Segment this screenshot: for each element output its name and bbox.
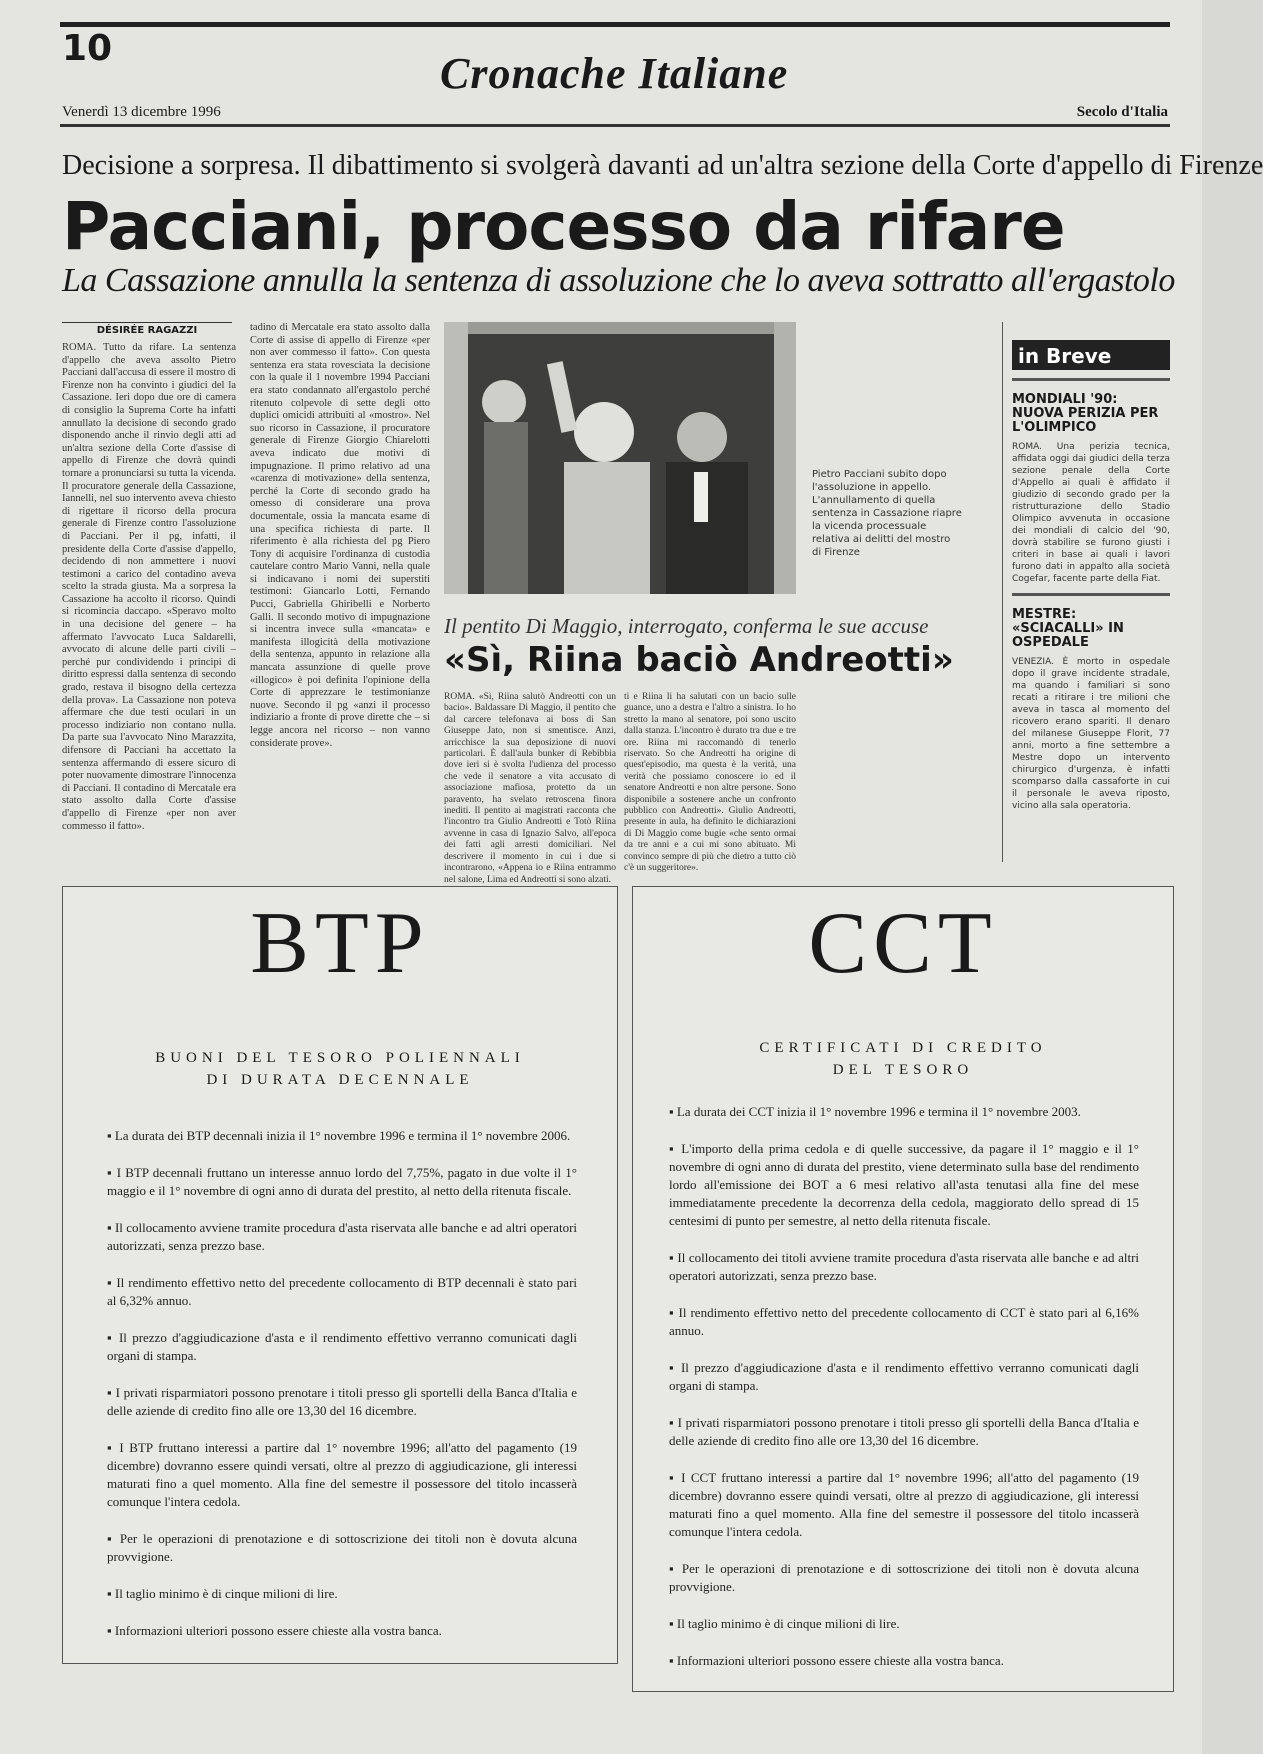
article2-headline: «Sì, Riina baciò Andreotti» (444, 640, 954, 680)
cct-subtitle-2: DEL TESORO (832, 1062, 974, 1078)
section-masthead: Cronache Italiane (440, 49, 789, 98)
photo-illustration (444, 322, 796, 594)
article2-text-1: ROMA. «Sì, Riina salutò Andreotti con un bacio». Baldassare Di Maggio, il pentito che dal carcere telefonava ai boss di San Giuseppe Jato, non si smentisce. Anzi, arricchisce la sua deposizione di nuovi particolari. È dall'aula bunker di Rebibbia dove ieri si è svolta l'udienza del processo che vede il senatore a vita accusato di associazione mafiosa, protetto da un paravento, ha svelato retroscena finora inediti. Il pentito ai magistrati racconta che l'incontro tra Giulio Andreotti e Totò Riina avvenne in casa di Ignazio Salvo, all'epoca dei fatti agli arresti domiciliari. Nel descrivere il momento in cui i due si incontrarono, «Appena io e Riina entrammo nel salone, Lima ed Andreotti si sono alzati. (444, 692, 616, 885)
brief-1-headline: MONDIALI '90: NUOVA PERIZIA PER L'OLIMPICO (1012, 392, 1159, 435)
cct-term: ▪ Il rendimento effettivo netto del precedente collocamento di CCT è stato pari al 6,16% annuo. (669, 1304, 1139, 1340)
article-kicker: Decisione a sorpresa. Il dibattimento si svolgerà davanti ad un'altra sezione della Corte d'appello di Firenze (62, 150, 1263, 181)
cct-term: ▪ Informazioni ulteriori possono essere chieste alla vostra banca. (669, 1652, 1139, 1670)
btp-advertisement (62, 886, 618, 1664)
cct-term: ▪ I privati risparmiatori possono prenotare i titoli presso gli sportelli della Banca d'Italia e delle aziende di credito fino alle ore 13,30 del 16 dicembre. (669, 1414, 1139, 1450)
article2-column-1 (444, 692, 616, 885)
article2-column-3 (804, 692, 976, 856)
cct-advertisement (632, 886, 1174, 1692)
article2-text-2: ti e Riina li ha salutati con un bacio sulle guance, uno a destra e l'altro a sinistra. Io ho stretto la mano al senatore, poi sono uscito dalla stanza. L'incontro è durato tra due e tre ore. Riina mi raccomandò di tenerlo riservato. So che Andreotti ha origine di quest'episodio, ma questa è la verità, una verità che possiamo conoscere io ed il senatore Andreotti e non altre persone. Sono disponibile a sostenere anche un confronto pubblico con Andreotti». Giulio Andreotti, presente in aula, ha definito le dichiarazioni di Di Maggio come bugie «che sento ormai da tre anni e a cui mi sono abituato. Mi convinco sempre di più che dietro a tutto ciò c'è un suggeritore». (624, 692, 796, 874)
btp-term: ▪ Per le operazioni di prenotazione e di sottoscrizione dei titoli non è dovuta alcuna provvigione. (107, 1530, 577, 1566)
btp-term: ▪ Il collocamento avviene tramite procedura d'asta riservata alle banche e ad altri operatori autorizzati, senza prezzo base. (107, 1219, 577, 1255)
top-rule (60, 22, 1170, 27)
btp-subtitle-1: BUONI DEL TESORO POLIENNALI (155, 1050, 525, 1066)
article-column-2 (250, 322, 430, 852)
btp-term: ▪ I privati risparmiatori possono prenotare i titoli presso gli sportelli della Banca d'Italia e delle aziende di credito fino alle ore 13,30 del 16 dicembre. (107, 1384, 577, 1420)
brief-2-headline: MESTRE: «SCIACALLI» IN OSPEDALE (1012, 607, 1124, 650)
btp-term: ▪ Il taglio minimo è di cinque milioni di lire. (107, 1585, 577, 1603)
article-headline: Pacciani, processo da rifare (62, 188, 1065, 265)
btp-term: ▪ I BTP fruttano interessi a partire dal 1° novembre 1996; all'atto del pagamento (19 dicembre) dovranno essere quindi versati, oltre al prezzo di aggiudicazione, gli interessi maturati fino a quel momento. Alla fine del semestre il possessore del titolo incasserà comunque l'intera cedola. (107, 1439, 577, 1511)
header-rule (60, 124, 1170, 127)
issue-date: Venerdì 13 dicembre 1996 (62, 104, 221, 120)
cct-term: ▪ I CCT fruttano interessi a partire dal 1° novembre 1996; all'atto del pagamento (19 dicembre) dovranno essere quindi versati, oltre al prezzo di aggiudicazione, gli interessi maturati fino a quel momento. Alla fine del semestre il possessore del titolo incasserà comunque l'intera cedola. (669, 1469, 1139, 1541)
btp-terms-list (107, 1127, 577, 1659)
newspaper-name: Secolo d'Italia (1076, 104, 1168, 120)
article2-column-2 (624, 692, 796, 874)
cct-title: CCT (808, 895, 998, 992)
news-photo (444, 322, 796, 594)
article-text-2: tadino di Mercatale era stato assolto dalla Corte di assise di appello di Firenze «per non aver commesso il fatto». Con questa sentenza era stata rovesciata la decisione con la quale il 1 novembre 1994 Pacciani era stato condannato all'ergastolo perché ritenuto colpevole di sette degli otto duplici omicidi attribuiti al «mostro». Nel suo ricorso in Cassazione, il procuratore generale di Firenze Giorgio Chiarelotti aveva indicato due motivi di impugnazione. Il primo relativo ad una «carenza di motivazione» della sentenza, perché la Corte di secondo grado ha omesso di considerare una prova documentale, ossia la mancata esame di una specifica richiesta di parte. Il riferimento è alla richiesta del pg Piero Tony di acquisire l'ordinanza di custodia cautelare contro Mario Vanni, nella quale si indicavano i nomi dei superstiti testimoni: Giancarlo Lotti, Fernando Pucci, Gabriella Ghiribelli e Norberto Galli. Il secondo motivo di impugnazione si incentra invece sulla «mancata» e manifesta illogicità della motivazione della sentenza, appunto in relazione alla mancata assunzione di quelle prove «illogico» è poi definita l'opinione della Corte di apprezzare le testimonianze nuove. Secondo il pg «anzi il processo indiziario a fronte di prove dirette che – si legge ancora nel ricorso – non vanno considerate prove». (250, 322, 430, 749)
cct-term: ▪ La durata dei CCT inizia il 1° novembre 1996 e termina il 1° novembre 2003. (669, 1103, 1139, 1121)
cct-term: ▪ Per le operazioni di prenotazione e di sottoscrizione dei titoli non è dovuta alcuna provvigione. (669, 1560, 1139, 1596)
brief-2-text: VENEZIA. È morto in ospedale dopo il grave incidente stradale, ma quando i familiari si sono recati a ritirare i tre milioni che aveva in tasca al momento del ricovero erano spariti. Il denaro del milanese Giuseppe Florit, 77 anni, morto a fine settembre a Mestre dopo un intervento chirurgico d'urgenza, è infatti scomparso dalla cassaforte in cui il personale le aveva riposto, vicino alla sala operatoria. (1012, 657, 1170, 811)
byline: DÉSIRÉE RAGAZZI (62, 322, 232, 336)
sidebar-divider (1002, 322, 1003, 862)
btp-term: ▪ Il prezzo d'aggiudicazione d'asta e il rendimento effettivo verranno comunicati dagli organi di stampa. (107, 1329, 577, 1365)
article-text-1: ROMA. Tutto da rifare. La sentenza d'appello che aveva assolto Pietro Pacciani dall'accusa di essere il mostro di Firenze non ha convinto i giudici del la Cassazione. Ieri dopo due ore di camera di consiglio la Suprema Corte ha infatti annullato la decisione di secondo grado disponendo anche il rinvio degli atti ad un'altra sezione della Corte d'assise di appello di Firenze che dovrà quindi tornare a pronunciarsi su tutta la vicenda. Il procuratore generale della Cassazione, Iannelli, nel suo intervento aveva chiesto di rigettare il ricorso della procura generale di Firenze contro l'assoluzione di Pacciani. Per il pg, infatti, il presidente della Corte d'assise d'appello, decidendo di non ammettere i nuovi testimoni a carico del contadino aveva scelto la strada giusta. Ma a sorpresa la Cassazione ha accolto il ricorso. Quindi si ricomincia daccapo. «Speravo molto in una decisione del genere – ha affermato l'avvocato Luca Saldarelli, avvocato di alcune delle parti civili – perché pur condividendo i principi di diritto espressi dalla sentenza di secondo grado, restava il bisogno della certezza della prova». La Cassazione non poteva affermare che due testi oculari in un processo indiziario non contano nulla. Da parte sua l'avvocato Nino Marazzita, difensore di Pacciani ha accettato la sentenza affermando di essere sicuro di poter nuovamente dimostrare l'innocenza di Pacciani. Il contadino di Mercatale era stato assolto dalla Corte d'assise d'appello di Firenze «per non aver commesso il fatto». (62, 342, 236, 832)
sidebar-rule-1 (1012, 378, 1170, 381)
btp-term: ▪ I BTP decennali fruttano un interesse annuo lordo del 7,75%, pagato in due volte il 1° maggio e il 1° novembre di ogni anno di durata del prestito, al netto della ritenuta fiscale. (107, 1164, 577, 1200)
article2-kicker: Il pentito Di Maggio, interrogato, conferma le sue accuse (444, 614, 929, 638)
brief-1-text: ROMA. Una perizia tecnica, affidata oggi dai giudici della terza sezione penale della Corte d'Appello ai quali è affidato il giudizio di secondo grado per la ristrutturazione dello Stadio Olimpico avvenuta in occasione dei mondiali di calcio del '90, dovrà stabilire se furono giusti i criteri in base ai quali i lavori furono dati in appalto alla società Cogefar, facente parte della Fiat. (1012, 442, 1170, 584)
btp-title: BTP (250, 895, 430, 992)
btp-subtitle-2: DI DURATA DECENNALE (206, 1072, 474, 1088)
cct-subtitle-1: CERTIFICATI DI CREDITO (759, 1040, 1047, 1056)
cct-term: ▪ Il prezzo d'aggiudicazione d'asta e il rendimento effettivo verranno comunicati dagli organi di stampa. (669, 1359, 1139, 1395)
cct-term: ▪ L'importo della prima cedola e di quelle successive, da pagare il 1° maggio e il 1° novembre di ogni anno di durata del prestito, viene determinato sulla base del rendimento lordo all'emissione dei BOT a 6 mesi relativo all'asta tenutasi alla fine del mese immediatamente precedente la decorrenza della cedola, maggiorato dello spread di 15 centesimi di punto per semestre, al netto della ritenuta fiscale. (669, 1140, 1139, 1230)
btp-term: ▪ La durata dei BTP decennali inizia il 1° novembre 1996 e termina il 1° novembre 2006. (107, 1127, 577, 1145)
article-deck: La Cassazione annulla la sentenza di assoluzione che lo aveva sottratto all'ergastolo (62, 262, 1175, 299)
cct-terms-list (669, 1103, 1139, 1689)
photo-caption: Pietro Pacciani subito dopo l'assoluzione in appello. L'annullamento di quella sentenza in Cassazione riapre la vicenda processuale relativa ai delitti del mostro di Firenze (812, 469, 962, 558)
sidebar-rule-2 (1012, 593, 1170, 596)
btp-term: ▪ Informazioni ulteriori possono essere chieste alla vostra banca. (107, 1622, 577, 1640)
article-column-1 (62, 342, 236, 852)
in-breve-sidebar (1012, 324, 1170, 812)
btp-term: ▪ Il rendimento effettivo netto del precedente collocamento di BTP decennali è stato pari al 6,32% annuo. (107, 1274, 577, 1310)
cct-term: ▪ Il collocamento dei titoli avviene tramite procedura d'asta riservata alle banche e ad altri operatori autorizzati, senza prezzo base. (669, 1249, 1139, 1285)
in-breve-label: in Breve (1012, 340, 1170, 370)
cct-term: ▪ Il taglio minimo è di cinque milioni di lire. (669, 1615, 1139, 1633)
page-number: 10 (62, 28, 113, 69)
